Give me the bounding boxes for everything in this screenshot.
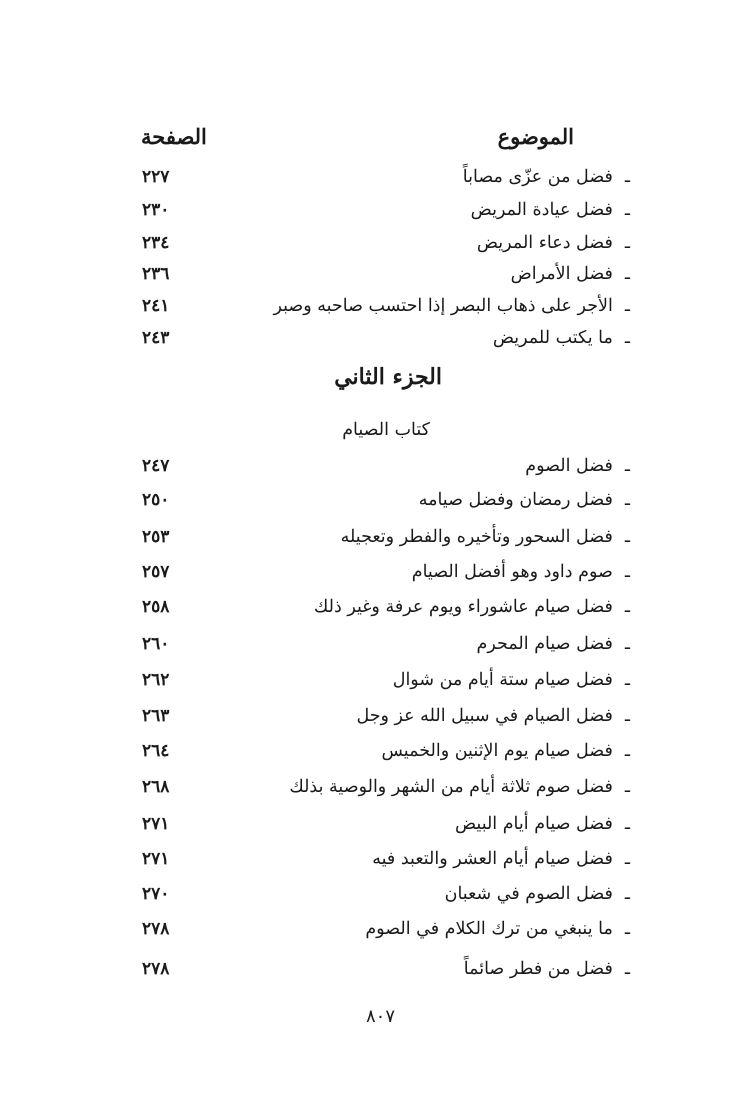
index-entry	[0, 772, 752, 802]
entry-page-number: ٢٤١	[142, 296, 170, 316]
entry-title: فضل رمضان وفضل صيامه	[418, 490, 613, 510]
entry-text	[445, 879, 630, 909]
entry-page-number: ٢٥٨	[142, 597, 170, 617]
index-entry	[0, 809, 752, 839]
entry-page-number: ٢٦٤	[142, 741, 170, 761]
index-entry	[0, 736, 752, 766]
index-entry	[0, 259, 752, 289]
entry-dash: ـ	[624, 562, 630, 582]
entry-text	[471, 195, 630, 225]
entry-title: فضل صيام المحرم	[476, 634, 613, 654]
entry-text	[463, 162, 630, 192]
index-entry	[0, 162, 752, 192]
entry-title: فضل الصوم في شعبان	[444, 884, 613, 904]
entry-text	[412, 557, 630, 587]
entry-dash: ـ	[624, 634, 630, 654]
entry-text	[372, 844, 630, 874]
index-entry	[0, 228, 752, 258]
entry-text	[455, 809, 630, 839]
entry-page-number: ٢٦٢	[142, 670, 170, 690]
entry-dash: ـ	[624, 264, 630, 284]
index-entry	[0, 557, 752, 587]
entry-page-number: ٢٤٧	[142, 456, 170, 476]
entry-title: فضل الصيام في سبيل الله عز وجل	[356, 706, 613, 726]
index-entry	[0, 629, 752, 659]
entry-title: فضل السحور وتأخيره والفطر وتعجيله	[340, 527, 613, 547]
entry-text	[419, 485, 630, 515]
index-entry	[0, 592, 752, 622]
page-column-header: الصفحة	[141, 124, 207, 149]
entry-dash: ـ	[624, 200, 630, 220]
entry-title: فضل صيام عاشوراء ويوم عرفة وغير ذلك	[313, 597, 613, 617]
entry-dash: ـ	[624, 233, 630, 253]
entry-title: فضل صوم ثلاثة أيام من الشهر والوصية بذلك	[289, 777, 613, 797]
entry-text	[477, 629, 630, 659]
entry-page-number: ٢٣٦	[142, 264, 170, 284]
entry-text	[493, 323, 630, 353]
entry-title: فضل صيام ستة أيام من شوال	[392, 670, 613, 690]
entry-title: فضل دعاء المريض	[476, 233, 613, 253]
entry-text	[289, 772, 630, 802]
index-entry	[0, 485, 752, 515]
entry-title: فضل صيام أيام البيض	[454, 814, 613, 834]
entry-text	[382, 736, 631, 766]
page-folio-number: ٨٠٧	[366, 1006, 396, 1027]
entry-text	[314, 592, 630, 622]
entry-title: فضل من عزّى مصاباً	[462, 167, 613, 187]
entry-text	[511, 259, 630, 289]
entry-title: ما ينبغي من ترك الكلام في الصوم	[365, 919, 613, 939]
entry-text	[365, 914, 630, 944]
entry-title: فضل الصوم	[525, 456, 613, 476]
index-entry	[0, 665, 752, 695]
entry-title: فضل من فطر صائماً	[463, 959, 613, 979]
entry-dash: ـ	[624, 959, 630, 979]
entry-page-number: ٢٧٨	[142, 959, 170, 979]
entry-dash: ـ	[624, 490, 630, 510]
entry-page-number: ٢٢٧	[142, 167, 170, 187]
entry-page-number: ٢٥٧	[142, 562, 170, 582]
book-title: كتاب الصيام	[342, 420, 430, 440]
entry-page-number: ٢٧٨	[142, 919, 170, 939]
part-title: الجزء الثاني	[334, 364, 442, 390]
entry-dash: ـ	[624, 456, 630, 476]
entry-page-number: ٢٦٨	[142, 777, 170, 797]
entry-page-number: ٢٦٣	[142, 706, 170, 726]
entry-text	[393, 665, 630, 695]
index-entry	[0, 879, 752, 909]
index-entry	[0, 195, 752, 225]
index-entry	[0, 522, 752, 552]
entry-dash: ـ	[624, 670, 630, 690]
entry-dash: ـ	[624, 167, 630, 187]
entry-title: فضل صيام يوم الإثنين والخميس	[381, 741, 613, 761]
index-entry	[0, 701, 752, 731]
index-entry	[0, 914, 752, 944]
entry-dash: ـ	[624, 919, 630, 939]
index-entry	[0, 291, 752, 321]
entry-page-number: ٢٧٠	[142, 884, 170, 904]
entry-page-number: ٢٥٣	[142, 527, 170, 547]
entry-page-number: ٢٧١	[142, 849, 170, 869]
index-entry	[0, 844, 752, 874]
entry-dash: ـ	[624, 741, 630, 761]
index-entry	[0, 323, 752, 353]
entry-dash: ـ	[624, 706, 630, 726]
entry-dash: ـ	[624, 884, 630, 904]
entry-dash: ـ	[624, 296, 630, 316]
entry-title: الأجر على ذهاب البصر إذا احتسب صاحبه وصبر	[273, 296, 613, 316]
entry-title: ما يكتب للمريض	[492, 328, 613, 348]
entry-title: فضل صيام أيام العشر والتعبد فيه	[372, 849, 613, 869]
entry-page-number: ٢٧١	[142, 814, 170, 834]
entry-dash: ـ	[624, 328, 630, 348]
entry-dash: ـ	[624, 777, 630, 797]
entry-page-number: ٢٣٤	[142, 233, 170, 253]
entry-text	[273, 291, 630, 321]
entry-text	[341, 522, 630, 552]
entry-page-number: ٢٤٣	[142, 328, 170, 348]
entry-page-number: ٢٣٠	[142, 200, 170, 220]
entry-title: فضل الأمراض	[510, 264, 613, 284]
index-entry	[0, 954, 752, 984]
entry-title: صوم داود وهو أفضل الصيام	[411, 562, 613, 582]
entry-dash: ـ	[624, 597, 630, 617]
entry-dash: ـ	[624, 849, 630, 869]
entry-text	[356, 701, 630, 731]
entry-dash: ـ	[624, 527, 630, 547]
index-entry	[0, 451, 752, 481]
topic-column-header: الموضوع	[497, 124, 574, 149]
entry-page-number: ٢٦٠	[142, 634, 170, 654]
entry-text	[525, 451, 630, 481]
entry-page-number: ٢٥٠	[142, 490, 170, 510]
entry-dash: ـ	[624, 814, 630, 834]
entry-title: فضل عيادة المريض	[470, 200, 613, 220]
entry-text	[477, 228, 630, 258]
entry-text	[464, 954, 630, 984]
